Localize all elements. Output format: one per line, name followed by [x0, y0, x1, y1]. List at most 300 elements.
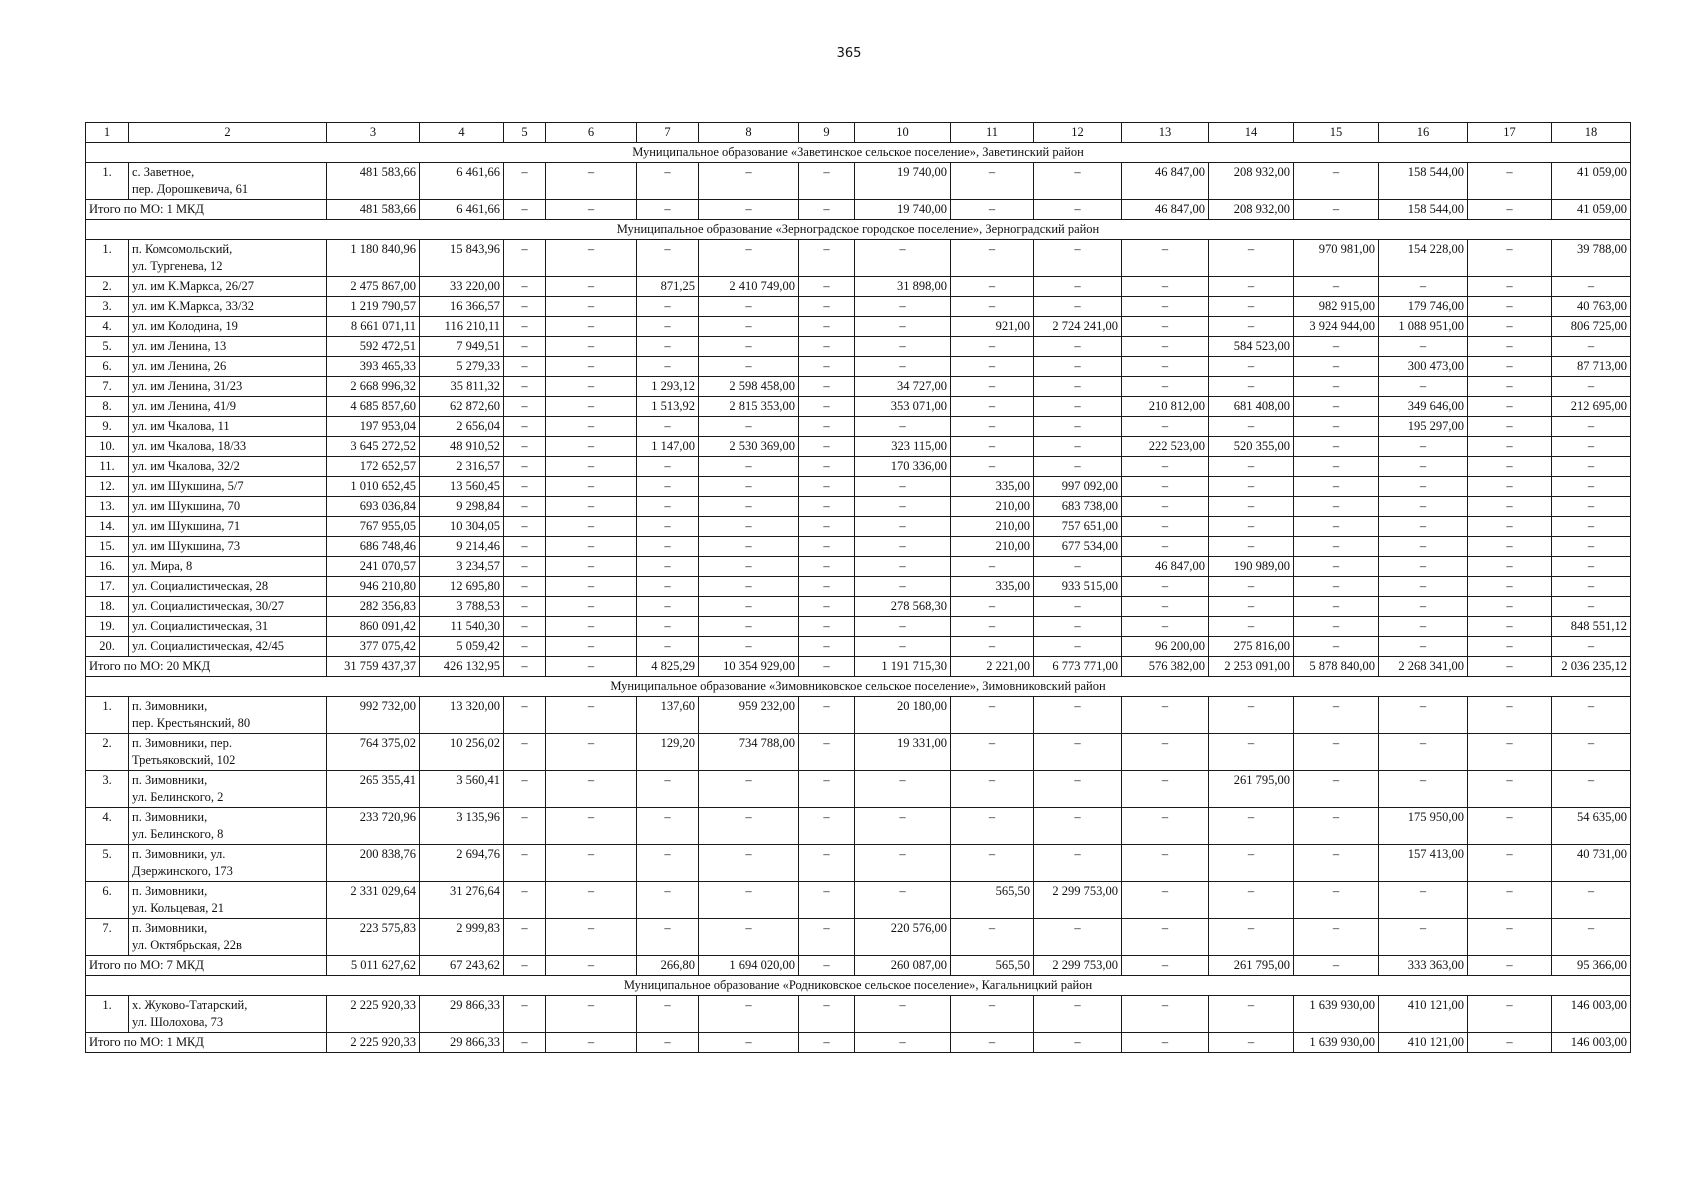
value-cell: –: [1552, 557, 1631, 577]
value-cell: 871,25: [637, 277, 699, 297]
value-cell: –: [1552, 417, 1631, 437]
value-cell: 46 847,00: [1122, 163, 1209, 200]
value-cell: –: [1122, 277, 1209, 297]
value-cell: –: [1034, 845, 1122, 882]
value-cell: 31 276,64: [420, 882, 504, 919]
value-cell: –: [855, 337, 951, 357]
value-cell: –: [699, 163, 799, 200]
value-cell: –: [546, 577, 637, 597]
total-row: [86, 657, 1631, 677]
total-value-cell: 6 461,66: [420, 200, 504, 220]
value-cell: –: [637, 637, 699, 657]
total-value-cell: –: [1122, 956, 1209, 976]
value-cell: –: [546, 437, 637, 457]
value-cell: –: [799, 317, 855, 337]
value-cell: –: [637, 517, 699, 537]
value-cell: 481 583,66: [327, 163, 420, 200]
value-cell: –: [951, 734, 1034, 771]
value-cell: –: [699, 597, 799, 617]
section-title: Муниципальное образование «Родниковское сельское поселение», Кагальницкий район: [86, 976, 1631, 996]
total-value-cell: –: [1468, 657, 1552, 677]
value-cell: –: [1379, 477, 1468, 497]
value-cell: –: [1209, 845, 1294, 882]
value-cell: –: [951, 808, 1034, 845]
value-cell: –: [1122, 882, 1209, 919]
value-cell: –: [1122, 537, 1209, 557]
table-row: [86, 557, 1631, 577]
value-cell: –: [637, 163, 699, 200]
value-cell: 40 763,00: [1552, 297, 1631, 317]
value-cell: 35 811,32: [420, 377, 504, 397]
value-cell: 323 115,00: [855, 437, 951, 457]
value-cell: –: [504, 240, 546, 277]
total-label: Итого по МО: 1 МКД: [86, 1033, 327, 1053]
value-cell: –: [855, 771, 951, 808]
value-cell: 860 091,42: [327, 617, 420, 637]
value-cell: 116 210,11: [420, 317, 504, 337]
row-number: 7.: [86, 377, 129, 397]
value-cell: 353 071,00: [855, 397, 951, 417]
total-row: [86, 956, 1631, 976]
value-cell: 2 225 920,33: [327, 996, 420, 1033]
value-cell: –: [1468, 497, 1552, 517]
value-cell: –: [1122, 377, 1209, 397]
value-cell: –: [951, 637, 1034, 657]
total-value-cell: 565,50: [951, 956, 1034, 976]
total-value-cell: –: [1294, 956, 1379, 976]
total-value-cell: 158 544,00: [1379, 200, 1468, 220]
address-line: Дзержинского, 173: [132, 864, 233, 878]
value-cell: 19 740,00: [855, 163, 951, 200]
total-value-cell: 67 243,62: [420, 956, 504, 976]
total-value-cell: 576 382,00: [1122, 657, 1209, 677]
table-row: [86, 771, 1631, 808]
value-cell: –: [504, 577, 546, 597]
value-cell: 3 924 944,00: [1294, 317, 1379, 337]
value-cell: 172 652,57: [327, 457, 420, 477]
value-cell: –: [546, 557, 637, 577]
value-cell: 2 316,57: [420, 457, 504, 477]
value-cell: –: [1209, 277, 1294, 297]
value-cell: –: [1552, 497, 1631, 517]
table-row: [86, 537, 1631, 557]
value-cell: –: [637, 240, 699, 277]
value-cell: –: [546, 734, 637, 771]
value-cell: –: [799, 845, 855, 882]
value-cell: –: [1034, 996, 1122, 1033]
value-cell: –: [1379, 597, 1468, 617]
value-cell: 5 059,42: [420, 637, 504, 657]
value-cell: –: [546, 297, 637, 317]
value-cell: –: [1034, 457, 1122, 477]
value-cell: –: [1122, 317, 1209, 337]
value-cell: –: [1034, 734, 1122, 771]
value-cell: 806 725,00: [1552, 317, 1631, 337]
value-cell: –: [1379, 697, 1468, 734]
total-value-cell: 333 363,00: [1379, 956, 1468, 976]
row-number: 7.: [86, 919, 129, 956]
value-cell: 54 635,00: [1552, 808, 1631, 845]
table-row: [86, 919, 1631, 956]
section-title: Муниципальное образование «Зерноградское городское поселение», Зерноградский район: [86, 220, 1631, 240]
address-cell: [129, 557, 327, 577]
address-cell: [129, 637, 327, 657]
table-row: [86, 377, 1631, 397]
value-cell: –: [1468, 734, 1552, 771]
value-cell: –: [799, 617, 855, 637]
value-cell: –: [504, 437, 546, 457]
total-value-cell: 31 759 437,37: [327, 657, 420, 677]
value-cell: 3 560,41: [420, 771, 504, 808]
value-cell: 1 147,00: [637, 437, 699, 457]
address-line: Третьяковский, 102: [132, 753, 236, 767]
address-line: п. Зимовники,: [132, 810, 208, 824]
value-cell: 2 999,83: [420, 919, 504, 956]
total-value-cell: –: [504, 200, 546, 220]
value-cell: 2 656,04: [420, 417, 504, 437]
value-cell: –: [855, 557, 951, 577]
total-value-cell: –: [699, 1033, 799, 1053]
address-line: п. Зимовники,: [132, 699, 208, 713]
value-cell: –: [699, 457, 799, 477]
address-line: пер. Крестьянский, 80: [132, 716, 251, 730]
row-number: 13.: [86, 497, 129, 517]
value-cell: –: [951, 617, 1034, 637]
total-value-cell: 2 268 341,00: [1379, 657, 1468, 677]
value-cell: –: [546, 697, 637, 734]
row-number: 1.: [86, 996, 129, 1033]
total-value-cell: –: [1468, 1033, 1552, 1053]
row-number: 4.: [86, 317, 129, 337]
value-cell: 210,00: [951, 537, 1034, 557]
value-cell: –: [1294, 477, 1379, 497]
value-cell: –: [1034, 437, 1122, 457]
value-cell: –: [1034, 771, 1122, 808]
value-cell: –: [799, 163, 855, 200]
value-cell: 9 214,46: [420, 537, 504, 557]
row-number: 11.: [86, 457, 129, 477]
value-cell: –: [1552, 377, 1631, 397]
value-cell: –: [699, 240, 799, 277]
value-cell: –: [799, 297, 855, 317]
value-cell: –: [546, 417, 637, 437]
value-cell: –: [699, 637, 799, 657]
address-cell: [129, 163, 327, 200]
total-value-cell: –: [1034, 1033, 1122, 1053]
header-row: [86, 123, 1631, 143]
value-cell: –: [1122, 996, 1209, 1033]
value-cell: –: [546, 617, 637, 637]
value-cell: –: [1294, 577, 1379, 597]
value-cell: –: [1468, 845, 1552, 882]
value-cell: –: [1552, 771, 1631, 808]
value-cell: 349 646,00: [1379, 397, 1468, 417]
table-row: [86, 845, 1631, 882]
value-cell: –: [637, 996, 699, 1033]
value-cell: 4 685 857,60: [327, 397, 420, 417]
value-cell: –: [637, 808, 699, 845]
total-value-cell: 261 795,00: [1209, 956, 1294, 976]
value-cell: –: [951, 277, 1034, 297]
table-row: [86, 337, 1631, 357]
value-cell: –: [799, 397, 855, 417]
column-header: 4: [420, 123, 504, 143]
value-cell: 764 375,02: [327, 734, 420, 771]
address-cell: [129, 477, 327, 497]
value-cell: 3 645 272,52: [327, 437, 420, 457]
address-cell: [129, 517, 327, 537]
value-cell: 1 513,92: [637, 397, 699, 417]
row-number: 8.: [86, 397, 129, 417]
value-cell: –: [1294, 537, 1379, 557]
total-value-cell: –: [504, 956, 546, 976]
value-cell: 13 320,00: [420, 697, 504, 734]
value-cell: –: [699, 297, 799, 317]
value-cell: 2 299 753,00: [1034, 882, 1122, 919]
value-cell: –: [504, 919, 546, 956]
address-cell: [129, 617, 327, 637]
value-cell: 275 816,00: [1209, 637, 1294, 657]
total-value-cell: 260 087,00: [855, 956, 951, 976]
value-cell: –: [1379, 882, 1468, 919]
value-cell: –: [1122, 497, 1209, 517]
value-cell: –: [1294, 517, 1379, 537]
value-cell: –: [546, 163, 637, 200]
value-cell: –: [504, 882, 546, 919]
address-cell: [129, 996, 327, 1033]
value-cell: –: [1209, 240, 1294, 277]
value-cell: –: [1468, 637, 1552, 657]
table-row: [86, 417, 1631, 437]
value-cell: –: [1034, 919, 1122, 956]
value-cell: –: [855, 577, 951, 597]
value-cell: 1 639 930,00: [1294, 996, 1379, 1033]
table-row: [86, 882, 1631, 919]
total-value-cell: –: [799, 956, 855, 976]
address-line: ул. им Чкалова, 11: [132, 419, 230, 433]
value-cell: –: [951, 557, 1034, 577]
value-cell: –: [1294, 919, 1379, 956]
address-line: ул. Тургенева, 12: [132, 259, 223, 273]
value-cell: –: [1294, 597, 1379, 617]
value-cell: –: [1209, 882, 1294, 919]
value-cell: 2 598 458,00: [699, 377, 799, 397]
value-cell: –: [951, 377, 1034, 397]
value-cell: 241 070,57: [327, 557, 420, 577]
total-row: [86, 200, 1631, 220]
value-cell: –: [1379, 337, 1468, 357]
address-cell: [129, 357, 327, 377]
value-cell: 6 461,66: [420, 163, 504, 200]
value-cell: 16 366,57: [420, 297, 504, 317]
value-cell: –: [504, 597, 546, 617]
table-row: [86, 240, 1631, 277]
value-cell: –: [504, 297, 546, 317]
value-cell: –: [504, 397, 546, 417]
value-cell: –: [1122, 357, 1209, 377]
value-cell: –: [1468, 577, 1552, 597]
value-cell: –: [1294, 697, 1379, 734]
value-cell: –: [1552, 537, 1631, 557]
value-cell: –: [1294, 163, 1379, 200]
table-row: [86, 517, 1631, 537]
value-cell: 970 981,00: [1294, 240, 1379, 277]
value-cell: –: [1294, 882, 1379, 919]
value-cell: –: [637, 617, 699, 637]
value-cell: –: [1122, 734, 1209, 771]
value-cell: –: [1379, 734, 1468, 771]
value-cell: –: [855, 882, 951, 919]
total-value-cell: 10 354 929,00: [699, 657, 799, 677]
value-cell: –: [1209, 457, 1294, 477]
value-cell: –: [504, 697, 546, 734]
value-cell: 5 279,33: [420, 357, 504, 377]
value-cell: 265 355,41: [327, 771, 420, 808]
value-cell: 2 530 369,00: [699, 437, 799, 457]
address-line: ул. Социалистическая, 31: [132, 619, 269, 633]
row-number: 6.: [86, 357, 129, 377]
total-value-cell: 46 847,00: [1122, 200, 1209, 220]
value-cell: 520 355,00: [1209, 437, 1294, 457]
row-number: 14.: [86, 517, 129, 537]
value-cell: 848 551,12: [1552, 617, 1631, 637]
column-header: 7: [637, 123, 699, 143]
value-cell: 137,60: [637, 697, 699, 734]
value-cell: –: [1209, 996, 1294, 1033]
table-row: [86, 996, 1631, 1033]
total-value-cell: –: [699, 200, 799, 220]
value-cell: –: [699, 845, 799, 882]
value-cell: 3 135,96: [420, 808, 504, 845]
value-cell: –: [546, 771, 637, 808]
value-cell: –: [1034, 637, 1122, 657]
total-value-cell: 95 366,00: [1552, 956, 1631, 976]
value-cell: 46 847,00: [1122, 557, 1209, 577]
total-value-cell: –: [1468, 956, 1552, 976]
value-cell: 2 668 996,32: [327, 377, 420, 397]
value-cell: –: [1209, 734, 1294, 771]
value-cell: –: [637, 337, 699, 357]
row-number: 18.: [86, 597, 129, 617]
total-label: Итого по МО: 1 МКД: [86, 200, 327, 220]
total-value-cell: –: [951, 200, 1034, 220]
value-cell: –: [546, 537, 637, 557]
value-cell: –: [951, 771, 1034, 808]
value-cell: –: [1468, 517, 1552, 537]
total-value-cell: –: [1122, 1033, 1209, 1053]
row-number: 3.: [86, 771, 129, 808]
row-number: 4.: [86, 808, 129, 845]
value-cell: –: [1468, 377, 1552, 397]
table-row: [86, 163, 1631, 200]
table-row: [86, 297, 1631, 317]
column-header: 3: [327, 123, 420, 143]
address-cell: [129, 734, 327, 771]
value-cell: 210,00: [951, 497, 1034, 517]
address-line: ул. Социалистическая, 28: [132, 579, 269, 593]
row-number: 17.: [86, 577, 129, 597]
section-title: Муниципальное образование «Заветинское сельское поселение», Заветинский район: [86, 143, 1631, 163]
value-cell: –: [1294, 337, 1379, 357]
value-cell: –: [1379, 277, 1468, 297]
value-cell: –: [855, 317, 951, 337]
value-cell: 39 788,00: [1552, 240, 1631, 277]
total-value-cell: 481 583,66: [327, 200, 420, 220]
total-value-cell: 29 866,33: [420, 1033, 504, 1053]
value-cell: –: [1122, 417, 1209, 437]
row-number: 2.: [86, 734, 129, 771]
value-cell: –: [699, 497, 799, 517]
value-cell: –: [1379, 919, 1468, 956]
value-cell: 20 180,00: [855, 697, 951, 734]
value-cell: 33 220,00: [420, 277, 504, 297]
total-value-cell: 1 639 930,00: [1294, 1033, 1379, 1053]
value-cell: –: [699, 996, 799, 1033]
value-cell: –: [1122, 919, 1209, 956]
value-cell: –: [699, 317, 799, 337]
value-cell: –: [1209, 577, 1294, 597]
value-cell: –: [1468, 808, 1552, 845]
value-cell: 1 293,12: [637, 377, 699, 397]
value-cell: 1 088 951,00: [1379, 317, 1468, 337]
value-cell: –: [951, 297, 1034, 317]
table-row: [86, 808, 1631, 845]
value-cell: 335,00: [951, 577, 1034, 597]
value-cell: 15 843,96: [420, 240, 504, 277]
value-cell: –: [504, 357, 546, 377]
value-cell: –: [855, 517, 951, 537]
value-cell: –: [1552, 697, 1631, 734]
value-cell: –: [799, 277, 855, 297]
value-cell: –: [1468, 597, 1552, 617]
column-header: 5: [504, 123, 546, 143]
value-cell: –: [546, 996, 637, 1033]
total-label: Итого по МО: 7 МКД: [86, 956, 327, 976]
value-cell: –: [1034, 557, 1122, 577]
value-cell: –: [855, 297, 951, 317]
value-cell: –: [699, 808, 799, 845]
value-cell: 377 075,42: [327, 637, 420, 657]
value-cell: –: [504, 497, 546, 517]
value-cell: 757 651,00: [1034, 517, 1122, 537]
total-value-cell: –: [546, 1033, 637, 1053]
value-cell: –: [1552, 457, 1631, 477]
value-cell: –: [637, 537, 699, 557]
value-cell: –: [799, 537, 855, 557]
value-cell: –: [799, 337, 855, 357]
value-cell: –: [1379, 377, 1468, 397]
column-header: 17: [1468, 123, 1552, 143]
table-row: [86, 734, 1631, 771]
value-cell: –: [699, 617, 799, 637]
value-cell: –: [855, 617, 951, 637]
value-cell: –: [1468, 457, 1552, 477]
value-cell: –: [1294, 617, 1379, 637]
row-number: 5.: [86, 845, 129, 882]
value-cell: –: [1468, 240, 1552, 277]
address-cell: [129, 277, 327, 297]
value-cell: 220 576,00: [855, 919, 951, 956]
value-cell: 7 949,51: [420, 337, 504, 357]
table-row: [86, 477, 1631, 497]
value-cell: –: [1379, 557, 1468, 577]
value-cell: 946 210,80: [327, 577, 420, 597]
value-cell: –: [1209, 808, 1294, 845]
value-cell: 681 408,00: [1209, 397, 1294, 417]
address-line: ул. им Шукшина, 5/7: [132, 479, 244, 493]
value-cell: –: [546, 882, 637, 919]
value-cell: –: [504, 617, 546, 637]
